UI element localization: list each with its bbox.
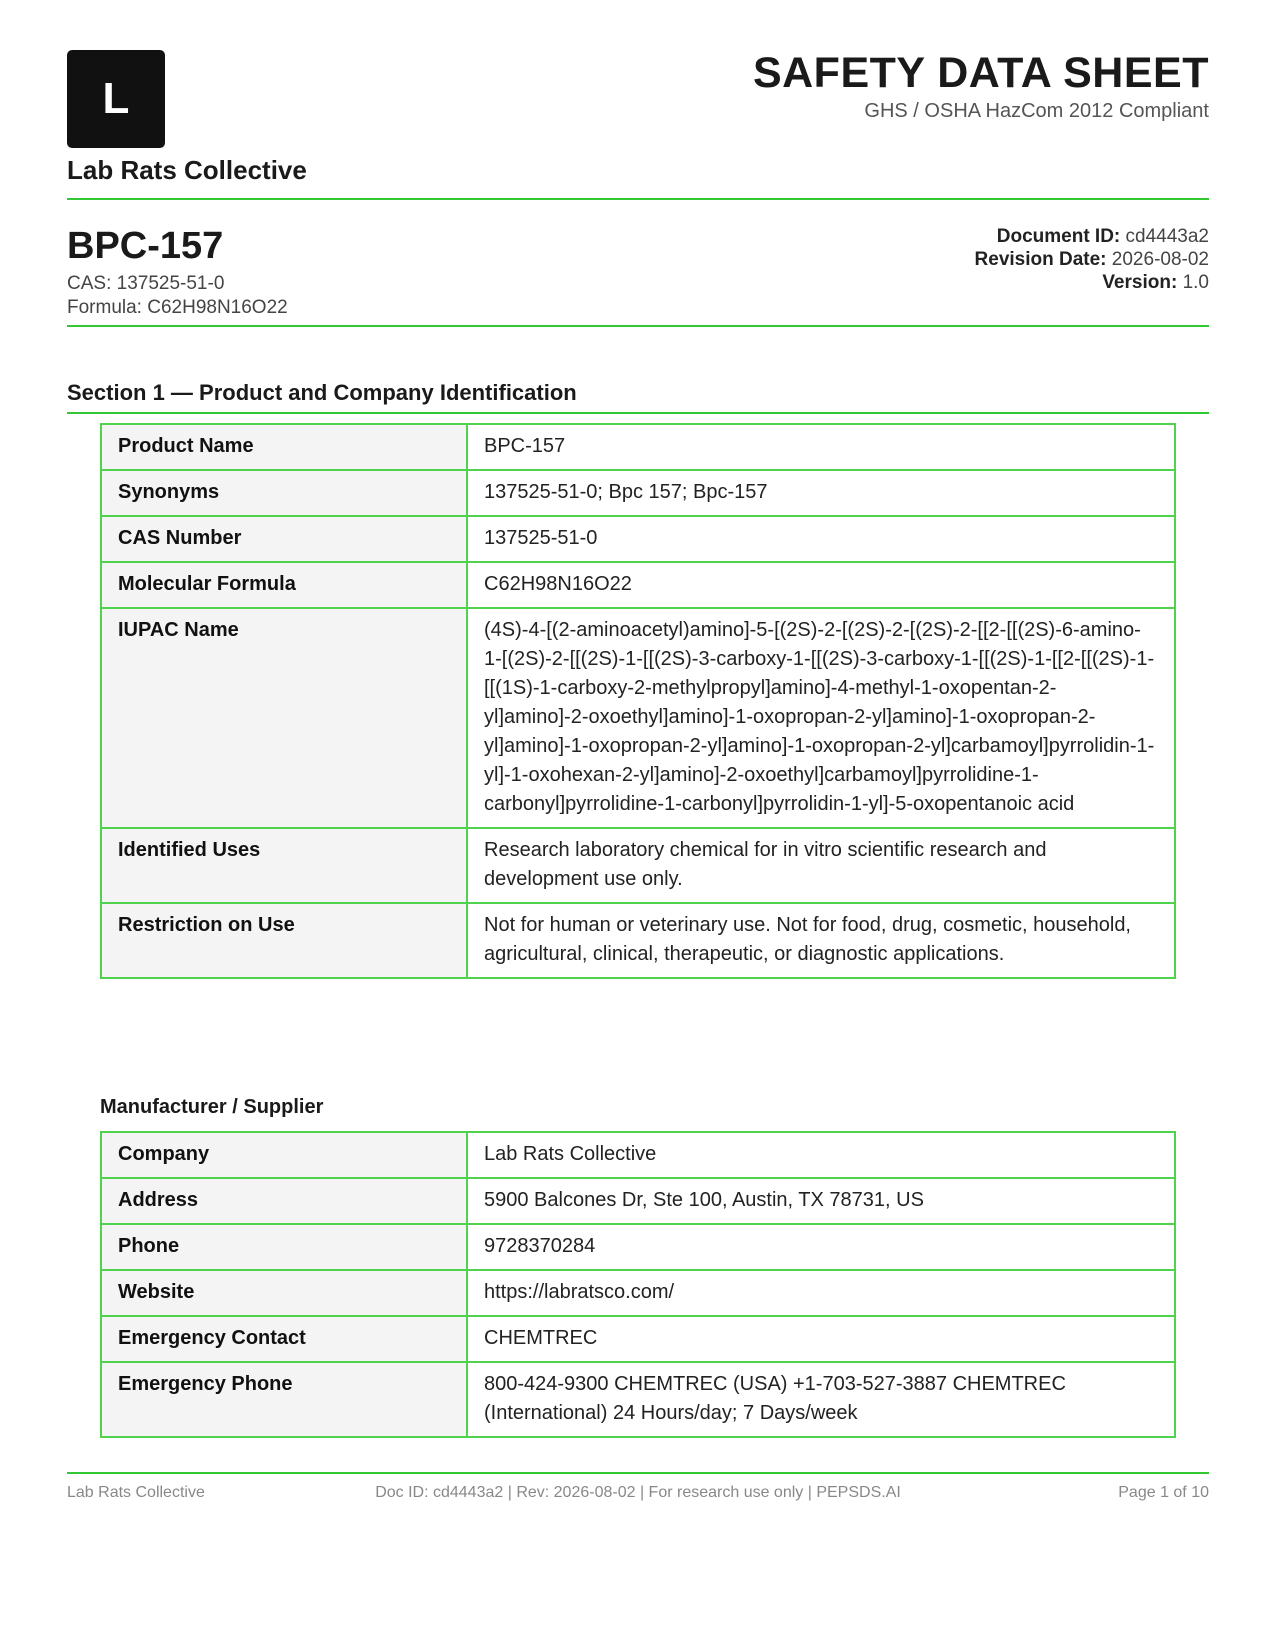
section-1-divider [67,412,1209,414]
revision-date [975,248,1209,271]
row-value: Lab Rats Collective [467,1132,1175,1178]
row-label: Emergency Contact [101,1316,467,1362]
row-label: Website [101,1270,467,1316]
footer-divider [67,1472,1209,1474]
company-name: Lab Rats Collective [67,155,307,185]
version [975,271,1209,294]
row-label: CAS Number [101,516,467,562]
row-value: BPC-157 [467,424,1175,470]
table-row [101,1132,1175,1178]
table-row [101,1316,1175,1362]
document-title: SAFETY DATA SHEET [752,49,1209,97]
table-row [101,1178,1175,1224]
table-row [101,470,1175,516]
product-block [67,198,1209,321]
supplier-table [100,1131,1176,1438]
row-label: Restriction on Use [101,903,467,978]
row-value: C62H98N16O22 [467,562,1175,608]
row-value: 9728370284 [467,1224,1175,1270]
document-id-value: cd4443a2 [1125,226,1209,247]
row-label: Product Name [101,424,467,470]
row-value: CHEMTREC [467,1316,1175,1362]
footer-company: Lab Rats Collective [67,1484,205,1501]
row-label: Synonyms [101,470,467,516]
document-meta [975,225,1209,294]
footer-doc-info: Doc ID: cd4443a2 | Rev: 2026-08-02 | For research use only | PEPSDS.AI [375,1484,901,1501]
product-name: BPC-157 [67,225,224,267]
row-value: 137525-51-0; Bpc 157; Bpc-157 [467,470,1175,516]
supplier-heading: Manufacturer / Supplier [100,1096,324,1118]
row-label: Company [101,1132,467,1178]
row-value: 800-424-9300 CHEMTREC (USA) +1-703-527-3887 CHEMTREC (International) 24 Hours/day; 7 Days/week [467,1362,1175,1437]
revision-date-label: Revision Date: [974,249,1107,270]
row-value: Not for human or veterinary use. Not for food, drug, cosmetic, household, agricultural, clinical, therapeutic, or diagnostic applications. [467,903,1175,978]
footer-page-number: Page 1 of 10 [1118,1484,1209,1501]
product-divider [67,325,1209,327]
revision-date-value: 2026-08-02 [1111,249,1209,270]
table-row [101,1270,1175,1316]
table-row [101,424,1175,470]
row-label: Address [101,1178,467,1224]
section-1-title: Section 1 — Product and Company Identification [67,380,577,405]
version-value: 1.0 [1182,272,1209,293]
table-row [101,828,1175,903]
row-label: Phone [101,1224,467,1270]
row-label: IUPAC Name [101,608,467,828]
row-value: (4S)-4-[(2-aminoacetyl)amino]-5-[(2S)-2-[(2S)-2-[(2S)-2-[[2-[[(2S)-6-amino-1-[(2S)-2-[[(2S)-1-[[(2S)-3-carboxy-1-[[(2S)-3-carboxy-1-[[(2S)-1-[[2-[[(2S)-1-[[(1S)-1-carboxy-2-methylpropyl]amino]-4-methyl-1-oxopentan-2-yl]amino]-2-oxoethyl]amino]-1-oxopropan-2-yl]amino]-1-oxopropan-2-yl]amino]-1-oxopropan-2-yl]amino]-1-oxopropan-2-yl]carbamoyl]pyrrolidin-1-yl]-1-oxohexan-2-yl]amino]-2-oxoethyl]carbamoyl]pyrrolidine-1-carbonyl]pyrrolidine-1-carbonyl]pyrrolidin-1-yl]-5-oxopentanoic acid [467,608,1175,828]
product-formula: Formula: C62H98N16O22 [67,297,288,318]
document-id [975,225,1209,248]
table-row [101,1224,1175,1270]
product-cas: CAS: 137525-51-0 [67,273,225,294]
row-value: 137525-51-0 [467,516,1175,562]
row-value: 5900 Balcones Dr, Ste 100, Austin, TX 78731, US [467,1178,1175,1224]
sds-page [67,49,1209,1501]
table-row [101,516,1175,562]
row-label: Emergency Phone [101,1362,467,1437]
page-header [67,50,1209,198]
row-value: Research laboratory chemical for in vitro scientific research and development use only. [467,828,1175,903]
row-label: Molecular Formula [101,562,467,608]
table-row [101,608,1175,828]
row-label: Identified Uses [101,828,467,903]
table-row [101,903,1175,978]
table-row [101,562,1175,608]
identification-table [100,423,1176,979]
document-id-label: Document ID: [996,226,1121,247]
document-subtitle: GHS / OSHA HazCom 2012 Compliant [864,100,1209,122]
version-label: Version: [1102,272,1178,293]
company-logo: L [67,50,165,148]
table-row [101,1362,1175,1437]
product-identifiers [67,272,288,320]
row-value: https://labratsco.com/ [467,1270,1175,1316]
